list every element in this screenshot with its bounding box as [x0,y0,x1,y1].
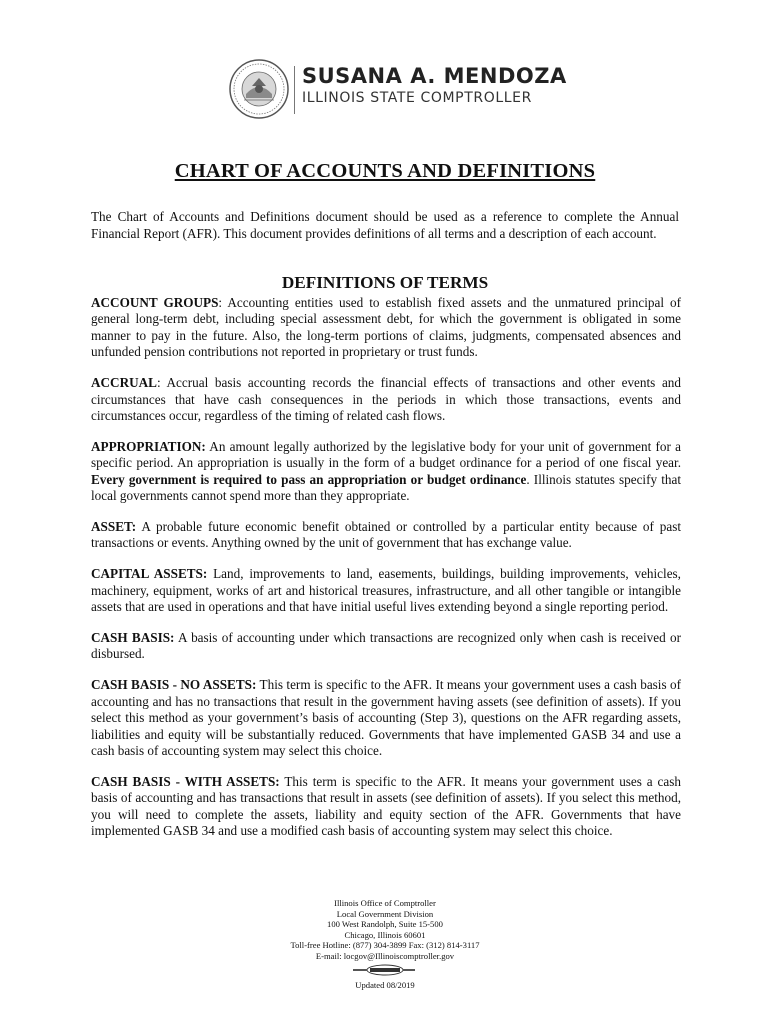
footer-city: Chicago, Illinois 60601 [344,929,426,940]
definition-text: Land, improvements to land, easements, buildings, building improvements, vehicles, machinery, equipment, works of art and historical treasures, infrastructure, and all other tangible or intangible assets that are used in operations and that have initial useful lives extending beyond a single reporting period. [91,566,681,615]
definition-term: CASH BASIS - NO ASSETS: [91,677,257,693]
definition-appropriation [91,439,681,505]
illinois-state-seal-icon [228,58,290,120]
comptroller-name: SUSANA A. MENDOZA [302,64,567,88]
definition-emphasis: Every government is required to pass an appropriation or budget ordinance [91,471,527,487]
definition-term: ACCOUNT GROUPS [91,295,219,310]
footer-division: Local Government Division [336,908,434,919]
intro-paragraph: The Chart of Accounts and Definitions document should be used as a reference to complete the Annual Financial Report (AFR). This document provides definitions of all terms and a description of each account. [91,209,679,241]
updated-date: Updated 08/2019 [355,979,415,990]
footer-office: Illinois Office of Comptroller [334,898,436,908]
comptroller-title: ILLINOIS STATE COMPTROLLER [302,90,532,106]
document-title: CHART OF ACCOUNTS AND DEFINITIONS [174,160,596,182]
definition-accrual [91,375,681,424]
definition-text: This term is specific to the AFR. It means your government uses a cash basis of accounting and has transactions that result in assets (see definition of assets). If you select this method, you will need to complete the assets, liability and equity section of the AFR. Governments that have implemented GASB 34 and use a modified cash basis of accounting system may select this choice. [91,773,681,839]
footer-phone: Toll-free Hotline: (877) 304-3899 Fax: (312) 814-3117 [290,940,480,951]
definition-cash-basis [91,630,681,663]
letterhead [228,58,567,120]
definition-text: This term is specific to the AFR. It means your government uses a cash basis of accounting and has no transactions that result in the government having assets (see definition of assets). If you select this method as your government’s basis of accounting (Step 3), questions on the AFR regarding assets, liabilities and equity will be substantially reduced. Governments that have implemented GASB 34 and use a cash basis of accounting system may select this choice. [91,677,682,758]
definition-capital-assets [91,566,681,615]
definition-account-groups [91,295,681,361]
definition-term: ASSET: [91,518,137,534]
definition-term: APPROPRIATION: [91,438,206,454]
definition-text-after: . Illinois statutes specify that local governments cannot spend more than they appropriate. [91,471,681,504]
section-title: DEFINITIONS OF TERMS [281,273,489,292]
definition-term: ACCRUAL [91,375,157,391]
definition-text: A probable future economic benefit obtained or controlled by a particular entity because of past transactions or events. Anything owned by the unit of government that has exchange value. [91,518,681,551]
footer [0,898,770,990]
definition-cash-basis-with-assets [91,774,681,840]
footer-address: 100 West Randolph, Suite 15-500 [327,919,443,930]
letterhead-divider [294,66,295,114]
definitions-list [91,295,681,854]
definition-text: A basis of accounting under which transactions are recognized only when cash is received or disbursed. [91,630,681,662]
definition-cash-basis-no-assets [91,677,681,759]
definition-term: CASH BASIS - WITH ASSETS: [91,773,280,789]
union-printing-label-icon [345,964,425,976]
definition-term: CASH BASIS: [91,630,175,645]
definition-text: : Accounting entities used to establish fixed assets and the unmatured principal of general long-term debt, including special assessment debt, for which the government is obligated in some manner to pay in the future. Also, the long-term portions of claims, judgments, compensated absences and unfunded pension contributions not reported in proprietary or trust funds. [91,295,681,360]
definition-text: : Accrual basis accounting records the financial effects of transactions and other events and circumstances that have cash consequences in the periods in which those transactions, events and circumstances occur, regardless of the timing of related cash flows. [91,375,681,423]
definition-term: CAPITAL ASSETS: [91,566,208,582]
footer-email: E-mail: locgov@Illinoiscomptroller.gov [315,950,455,961]
definition-asset [91,519,681,552]
definition-text: An amount legally authorized by the legislative body for your unit of government for a specific period. An appropriation is usually in the form of a budget ordinance for a period of one fiscal year. [91,438,681,471]
